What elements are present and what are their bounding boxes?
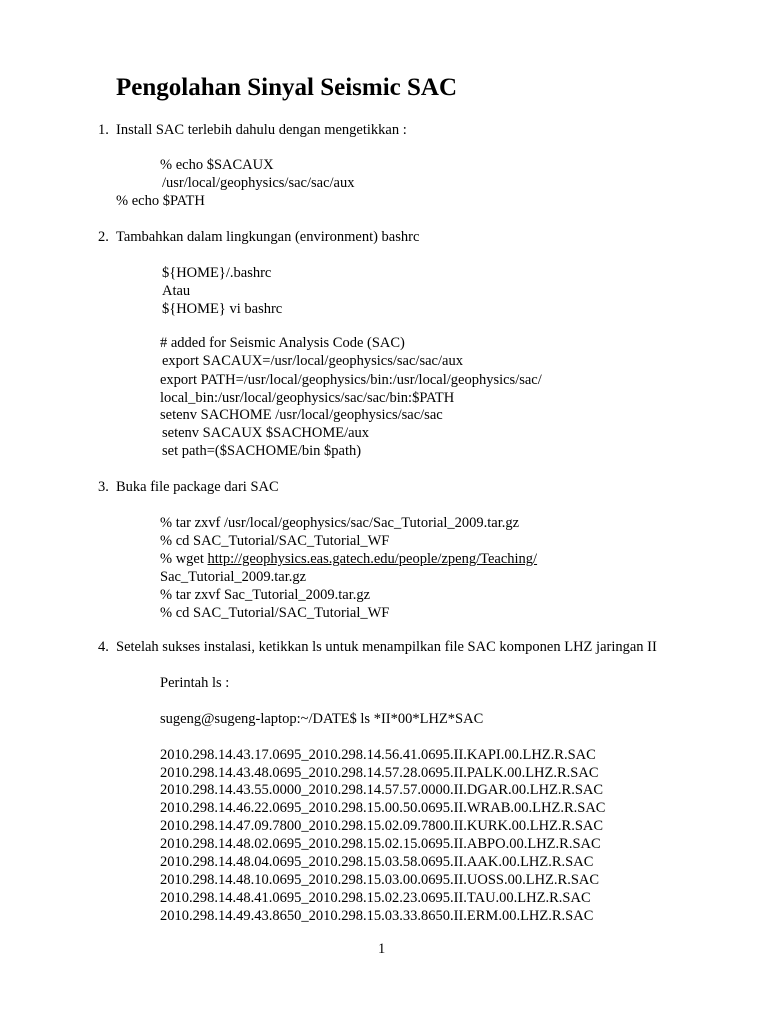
section-4-heading: Setelah sukses instalasi, ketikkan ls untuk menampilkan file SAC komponen LHZ jaringan II [116,639,657,655]
file-list-item: 2010.298.14.43.55.0000_2010.298.14.57.57.0000.II.DGAR.00.LHZ.R.SAC [160,782,604,798]
section-2-heading: Tambahkan dalam lingkungan (environment) bashrc [116,229,420,245]
section-1-number: 1. [98,122,109,138]
code-line: setenv SACHOME /usr/local/geophysics/sac/sac [160,407,443,423]
file-list-item: 2010.298.14.47.09.7800_2010.298.15.02.09.7800.II.KURK.00.LHZ.R.SAC [160,818,604,834]
code-line: local_bin:/usr/local/geophysics/sac/sac/bin:$PATH [160,390,455,406]
code-line: % echo $PATH [116,193,205,209]
code-line: % tar zxvf Sac_Tutorial_2009.tar.gz [160,587,371,603]
tutorial-download-link[interactable]: http://geophysics.eas.gatech.edu/people/zpeng/Teaching/ [207,551,538,567]
file-list-item: 2010.298.14.48.41.0695_2010.298.15.02.23.0695.II.TAU.00.LHZ.R.SAC [160,890,591,906]
file-list-item: 2010.298.14.48.04.0695_2010.298.15.03.58.0695.II.AAK.00.LHZ.R.SAC [160,854,594,870]
section-3-heading: Buka file package dari SAC [116,479,279,495]
file-list-item: 2010.298.14.46.22.0695_2010.298.15.00.50.0695.II.WRAB.00.LHZ.R.SAC [160,800,606,816]
code-line: export PATH=/usr/local/geophysics/bin:/usr/local/geophysics/sac/ [160,372,542,388]
wget-command: % wget [160,551,208,567]
code-line: Sac_Tutorial_2009.tar.gz [160,569,307,585]
code-line: % echo $SACAUX [160,157,274,173]
code-line: % tar zxvf /usr/local/geophysics/sac/Sac_Tutorial_2009.tar.gz [160,515,520,531]
file-list-item: 2010.298.14.48.10.0695_2010.298.15.03.00.0695.II.UOSS.00.LHZ.R.SAC [160,872,600,888]
code-line: sugeng@sugeng-laptop:~/DATE$ ls *II*00*LHZ*SAC [160,711,484,727]
page-number: 1 [378,941,386,957]
code-line: Atau [162,283,191,299]
code-line: setenv SACAUX $SACHOME/aux [162,425,370,441]
file-list-item: 2010.298.14.43.48.0695_2010.298.14.57.28.0695.II.PALK.00.LHZ.R.SAC [160,765,599,781]
code-line: set path=($SACHOME/bin $path) [162,443,362,459]
code-line: % cd SAC_Tutorial/SAC_Tutorial_WF [160,605,390,621]
file-list-item: 2010.298.14.48.02.0695_2010.298.15.02.15.0695.II.ABPO.00.LHZ.R.SAC [160,836,601,852]
page-title: Pengolahan Sinyal Seismic SAC [116,74,458,101]
code-line: /usr/local/geophysics/sac/sac/aux [162,175,355,191]
section-2-number: 2. [98,229,109,245]
code-line: # added for Seismic Analysis Code (SAC) [160,335,405,351]
file-list-item: 2010.298.14.49.43.8650_2010.298.15.03.33.8650.II.ERM.00.LHZ.R.SAC [160,908,594,924]
section-4-number: 4. [98,639,109,655]
code-line: % cd SAC_Tutorial/SAC_Tutorial_WF [160,533,390,549]
code-line: ${HOME}/.bashrc [162,265,272,281]
code-line [160,550,537,568]
file-list-item: 2010.298.14.43.17.0695_2010.298.14.56.41.0695.II.KAPI.00.LHZ.R.SAC [160,747,596,763]
code-line: export SACAUX=/usr/local/geophysics/sac/sac/aux [162,353,463,369]
section-1-heading: Install SAC terlebih dahulu dengan mengetikkan : [116,122,407,138]
section-3-number: 3. [98,479,109,495]
code-line: Perintah ls : [160,675,230,691]
code-line: ${HOME} vi bashrc [162,301,283,317]
